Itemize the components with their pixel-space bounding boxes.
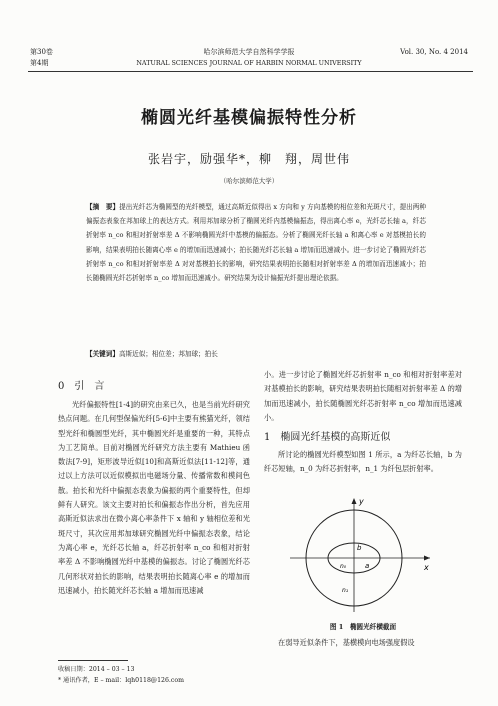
keywords-text: 高斯近似；相位差；邦加球；拍长 — [118, 350, 218, 358]
y-axis-arrow — [352, 498, 357, 504]
y-axis-label: y — [359, 497, 364, 506]
journal-title-cn: 哈尔滨师范大学自然科学学报 — [203, 48, 295, 56]
intro-body: 光纤偏振特性[1-4]的研究由来已久，也是当前光纤研究热点问题。在几何型保偏光纤[5-6]中主要有熊猫光纤，领结型光纤和椭圆型光纤，其中椭圆光纤是重要的一种，其特点为工艺简单。目前对椭圆光纤研究方法主要有 Mathieu 函数法[7-9]，矩形波导近似[10]和高斯近似法[11-12]等，通过以上方法可以近似模拟出电磁场分量、传播常数和模间色散。拍长和光纤中偏振态表象为偏振的两个重要特性，但却鲜有人研究。该文主要对拍长和偏振态作出分析，首先应用高斯近似法求出在微小离心率条件下 x 轴和 y 轴相位差和光斑尺寸，其次应用邦加球研究椭圆光纤中偏振态表象，结论为离心率 e，光纤芯长轴 a，纤芯折射率 n_co 和相对折射率差 Δ 不影响椭圆光纤中基模的偏振态。讨论了椭圆光纤芯几何形状对拍长的影响，结果表明拍长随离心率 e 的增加而迅速减小，拍长随光纤芯长轴 a 增加而迅速减 — [58, 400, 250, 595]
section-0-heading — [58, 380, 104, 394]
semi-minor-axis-label: b — [357, 544, 362, 552]
header-rule — [28, 71, 473, 72]
abstract — [86, 200, 426, 285]
figure-1-fiber-cross-section — [290, 494, 440, 614]
issue-cn: 第4期 — [30, 59, 49, 67]
paper-title: 椭圆光纤基模偏振特性分析 — [141, 108, 357, 128]
cladding-index-label: n₁ — [342, 587, 349, 594]
x-axis-arrow — [424, 556, 430, 561]
figure-1-caption: 图 1 椭圆光纤横截面 — [329, 623, 397, 631]
core-index-label: n₀ — [340, 563, 347, 570]
paper-authors: 张岩宇，励强华*，柳 翔，周世伟 — [147, 152, 350, 166]
footnote-received: 收稿日期：2014 – 03 – 13 — [58, 666, 135, 673]
journal-title-en: NATURAL SCIENCES JOURNAL OF HARBIN NORMAL UNIVERSITY — [136, 59, 362, 67]
volume-en: Vol. 30, No. 4 2014 — [400, 48, 468, 56]
intro-body-continued: 小。进一步讨论了椭圆光纤芯折射率 n_co 和相对折射率差对对基模拍长的影响，研究结果表明拍长随相对折射率差 Δ 的增加而迅速减小，拍长随椭圆光纤芯折射率 n_co 增加而迅速减小。 — [264, 370, 462, 422]
footnote-rule — [58, 660, 128, 661]
section-0-number: 0 — [58, 381, 65, 392]
section-1-title: 椭圆光纤基模的高斯近似 — [280, 432, 391, 443]
section-0-title: 引 言 — [74, 381, 105, 392]
section-1-number: 1 — [264, 432, 271, 443]
section-1-body: 所讨论的椭圆光纤模型如图 1 所示，a 为纤芯长轴，b 为纤芯短轴，n_0 为纤芯折射率，n_1 为纤包层折射率。 — [264, 450, 462, 474]
semi-major-axis-label: a — [365, 562, 370, 570]
x-axis-label: x — [424, 563, 429, 572]
abstract-label: 【摘 要】 — [86, 203, 120, 211]
volume-cn: 第30卷 — [30, 48, 53, 56]
section-1-body-continued: 在弱导近似条件下，基横模向电场强度假设 — [278, 638, 415, 647]
abstract-text: 提出光纤芯为椭圆型的光纤模型，通过高斯近似得出 x 方向和 y 方向基模的相位差和光斑尺寸，提出两种偏振态表象在邦加球上的表达方式。利用邦加球分析了椭圆光纤内基模偏振态，得出离心率 e，光纤芯长轴 a，纤芯折射率 n_co 和相对折射率差 Δ 不影响椭圆光纤中基模的偏振态。分析了椭圆光纤长轴 a 和离心率 e 对基模拍长的影响，结果表明拍长随离心率 e 的增加而迅速减小；拍长随光纤芯长轴 a 增加而迅速减小。进一步讨论了椭圆光纤芯折射率 n_co 和相对折射率差 Δ 对对基模拍长的影响，研究结果表明拍长随相对折射率差 Δ 的增加而迅速减小；拍长随椭圆光纤芯折射率 n_co 增加而迅速减小。研究结果为设计偏振光纤提出理论依据。 — [86, 203, 427, 283]
section-1-heading — [264, 431, 390, 445]
keywords-label: 【关键词】 — [86, 350, 119, 358]
footnote-email: * 通讯作者，E – mail：lqh0118@126.com — [58, 677, 184, 684]
keywords — [86, 348, 426, 360]
affiliation: （哈尔滨师范大学） — [219, 177, 279, 185]
